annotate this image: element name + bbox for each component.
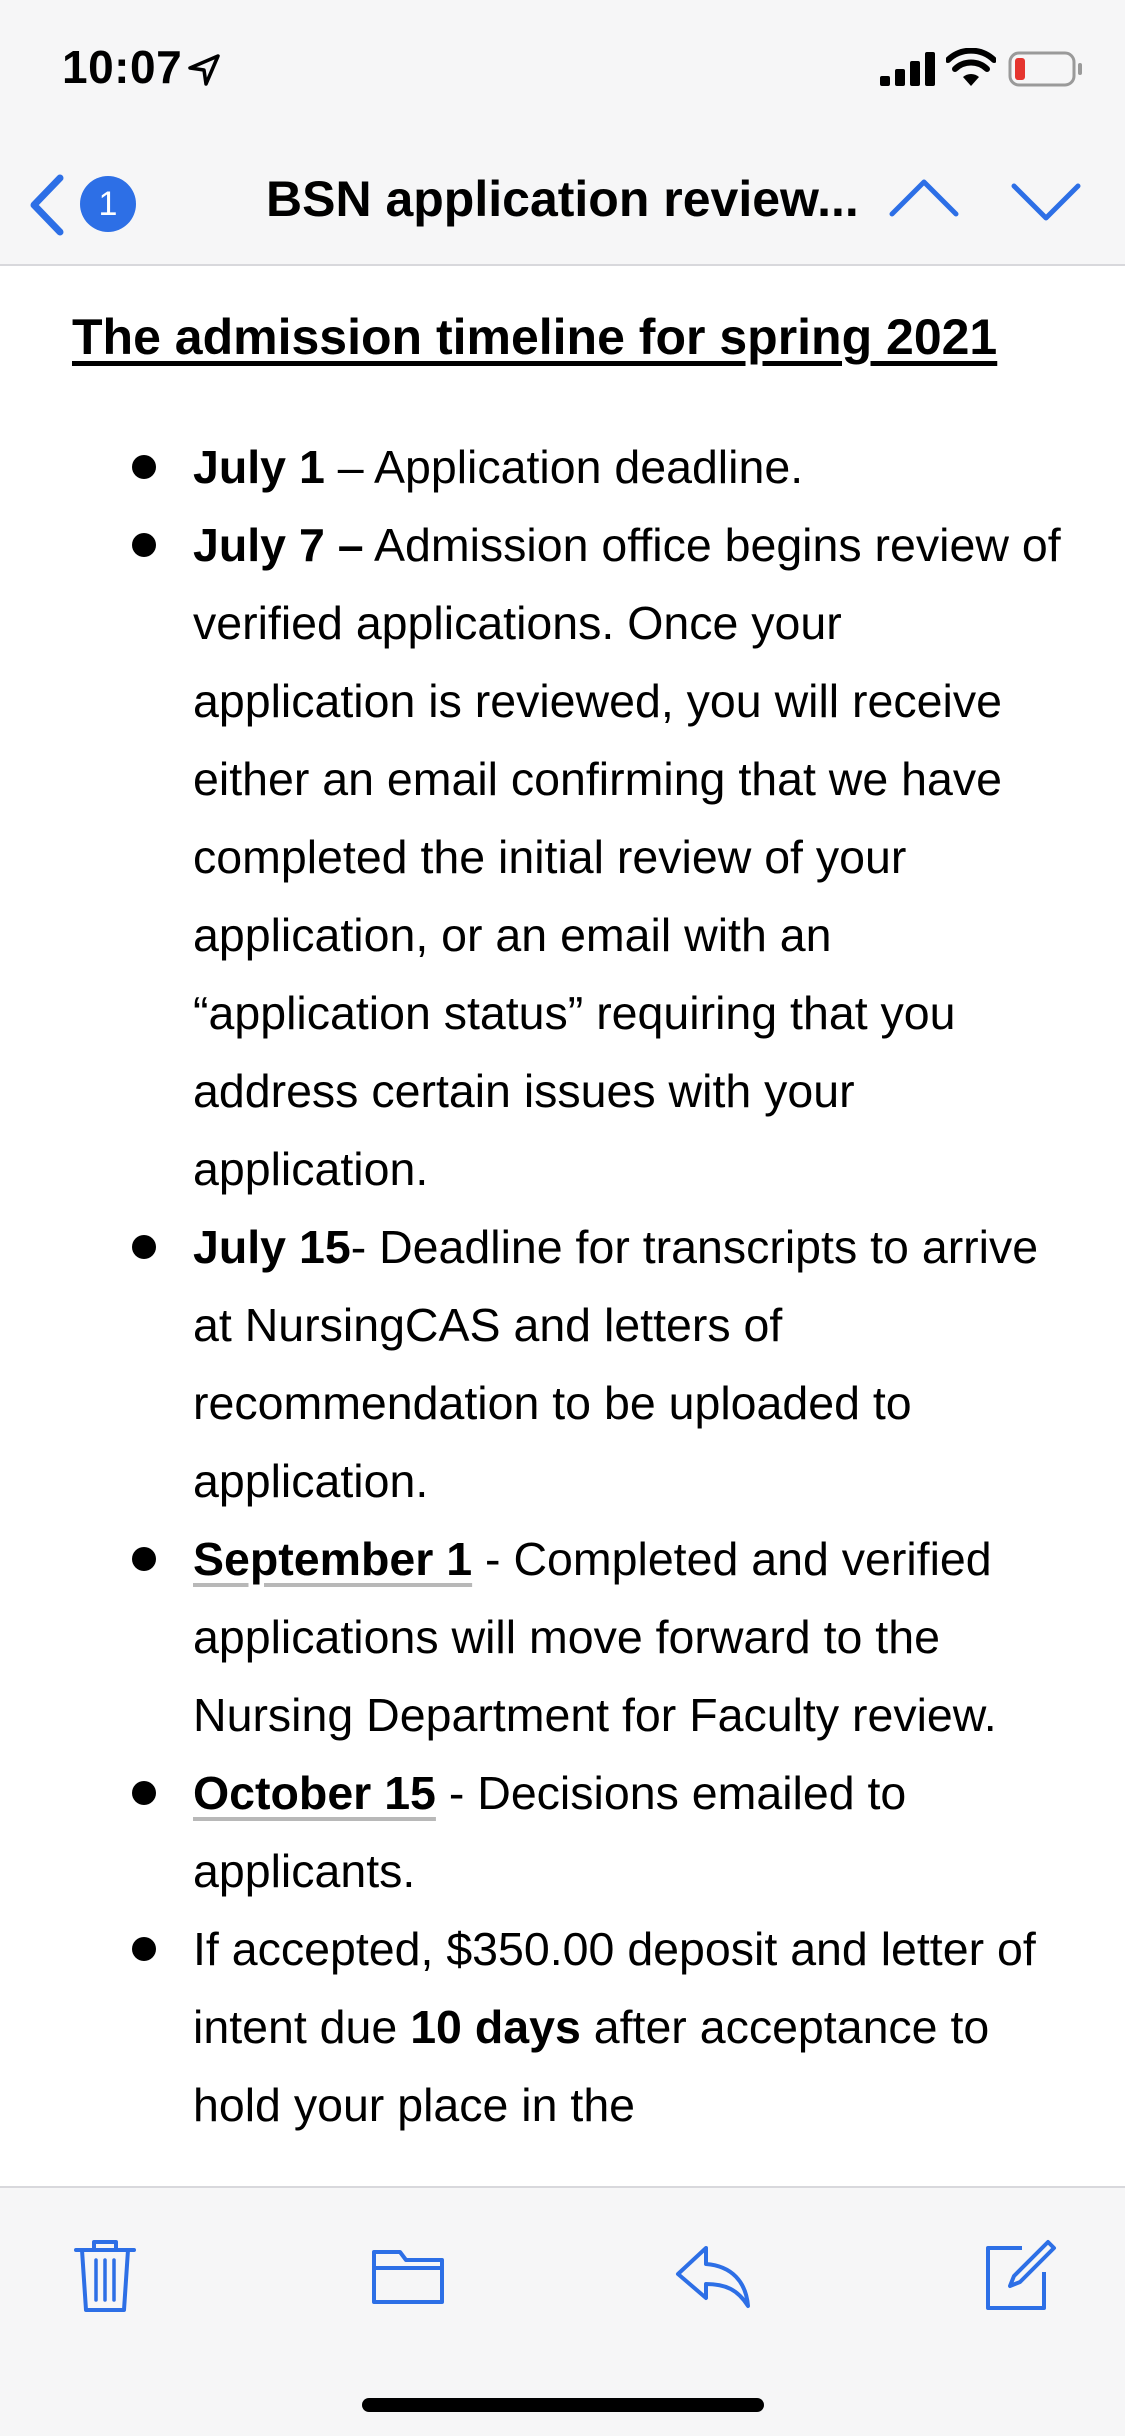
message-subject-title: BSN application review... — [266, 171, 859, 227]
bullet — [132, 1235, 156, 1259]
timeline-date: July 7 – — [193, 519, 364, 571]
chevron-left-icon — [26, 174, 66, 236]
timeline-item — [0, 1754, 1125, 1910]
timeline-item — [0, 506, 1125, 1208]
timeline-date: July 15 — [193, 1221, 351, 1273]
timeline-heading: The admission timeline for spring 2021 — [72, 309, 998, 365]
compose-icon — [974, 2232, 1060, 2318]
timeline-text: If accepted, $350.00 deposit and letter of intent due — [193, 1923, 1036, 2053]
timeline-item — [0, 428, 1125, 506]
unread-count-badge: 1 — [80, 176, 136, 232]
wifi-icon — [946, 48, 996, 88]
timeline-text: – Application deadline. — [324, 441, 804, 493]
trash-button[interactable] — [62, 2232, 148, 2318]
previous-message-button[interactable] — [886, 170, 962, 230]
timeline-text: - Decisions emailed to applicants. — [193, 1767, 907, 1897]
location-arrow-icon — [186, 52, 222, 88]
deadline-emphasis: 10 days — [410, 2001, 581, 2053]
timeline-item — [0, 1208, 1125, 1520]
bullet — [132, 1937, 156, 1961]
folder-icon — [366, 2232, 452, 2318]
timeline-text: - Deadline for transcripts to arrive at NursingCAS and letters of recommendation to be uploaded to application. — [193, 1221, 1039, 1507]
bullet — [132, 533, 156, 557]
home-indicator[interactable] — [362, 2398, 764, 2412]
battery-low-icon — [1008, 50, 1084, 88]
status-bar — [0, 0, 1125, 140]
reply-button[interactable] — [670, 2232, 756, 2318]
timeline-text: - Completed and verified applications will move forward to the Nursing Department for Faculty review. — [193, 1533, 997, 1741]
timeline-item — [0, 1910, 1125, 2144]
message-nav-bar — [0, 140, 1125, 266]
timeline-text: after acceptance to hold your place in the — [193, 2001, 990, 2131]
next-message-button[interactable] — [1008, 170, 1084, 230]
reply-icon — [670, 2232, 756, 2318]
move-to-folder-button[interactable] — [366, 2232, 452, 2318]
timeline-text: Admission office begins review of verified applications. Once your application is reviewed, you will receive either an email confirming that we have completed the initial review of your application, or an email with an “application status” requiring that you address certain issues with your application. — [193, 519, 1061, 1195]
compose-button[interactable] — [974, 2232, 1060, 2318]
bullet — [132, 1547, 156, 1571]
timeline-list — [0, 428, 1125, 2144]
date-link-september-1[interactable]: September 1 — [193, 1533, 473, 1585]
email-body — [0, 268, 1125, 2186]
bullet — [132, 1781, 156, 1805]
back-button[interactable] — [18, 168, 148, 240]
trash-icon — [62, 2232, 148, 2318]
bullet — [132, 455, 156, 479]
date-link-october-15[interactable]: October 15 — [193, 1767, 436, 1819]
timeline-date: July 1 — [193, 441, 325, 493]
cellular-signal-icon — [880, 52, 936, 86]
timeline-item — [0, 1520, 1125, 1754]
status-time: 10:07 — [62, 41, 183, 93]
